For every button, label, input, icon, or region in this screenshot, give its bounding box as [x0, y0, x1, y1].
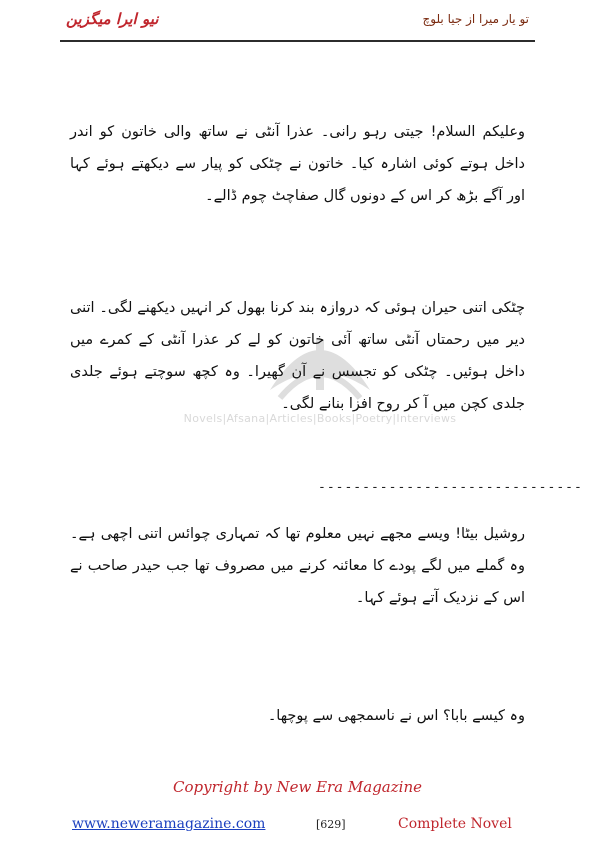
paragraph-4: وہ کیسے بابا؟ اس نے ناسمجھی سے پوچھا۔ — [267, 708, 525, 724]
copyright-notice: Copyright by New Era Magazine — [173, 778, 422, 796]
paragraph-2: چٹکی اتنی حیران ہوئی کہ دروازہ بند کرنا بھول کر انہیں دیکھنے لگی۔ اتنی دیر میں رحمتاں آنٹی ساتھ آئی خاتون کو لے کر عذرا آنٹی کے کمرے میں داخل ہوئیں۔ چٹکی کو تجسس نے آن گھیرا۔ وہ کچھ سوچتے ہوئے جلدی جلدی کچن میں آ کر روح افزا بنانے لگی۔ — [70, 300, 525, 412]
novel-title: تو یار میرا از جیا بلوچ — [422, 12, 529, 26]
website-link[interactable]: www.neweramagazine.com — [72, 816, 266, 832]
header-rule — [60, 40, 535, 42]
paragraph-1: وعلیکم السلام! جیتی رہو رانی۔ عذرا آنٹی نے ساتھ والی خاتون کو اندر داخل ہوتے کوئی اشارہ کیا۔ خاتون نے چٹکی کو پیار سے دیکھتے ہوئے کہا اور آگے بڑھ کر اس کے دونوں گال صفاچٹ چوم ڈالے۔ — [70, 124, 525, 204]
section-divider: ------------------------------ — [318, 480, 583, 495]
page-header — [0, 6, 595, 36]
magazine-name: نیو ایرا میگزین — [66, 10, 159, 28]
novel-label: Complete Novel — [398, 816, 512, 832]
watermark-tagline: Novels|Afsana|Articles|Books|Poetry|Interviews — [183, 412, 457, 425]
paragraph-3: روشیل بیٹا! ویسے مجھے نہیں معلوم تھا کہ تمہاری چوائس اتنی اچھی ہے۔ وہ گملے میں لگے پودے کا معائنہ کرنے میں مصروف تھا جب حیدر صاحب نے اس کے نزدیک آتے ہوئے کہا۔ — [70, 526, 525, 606]
page-number: [629] — [316, 818, 346, 831]
page-footer — [0, 816, 595, 836]
